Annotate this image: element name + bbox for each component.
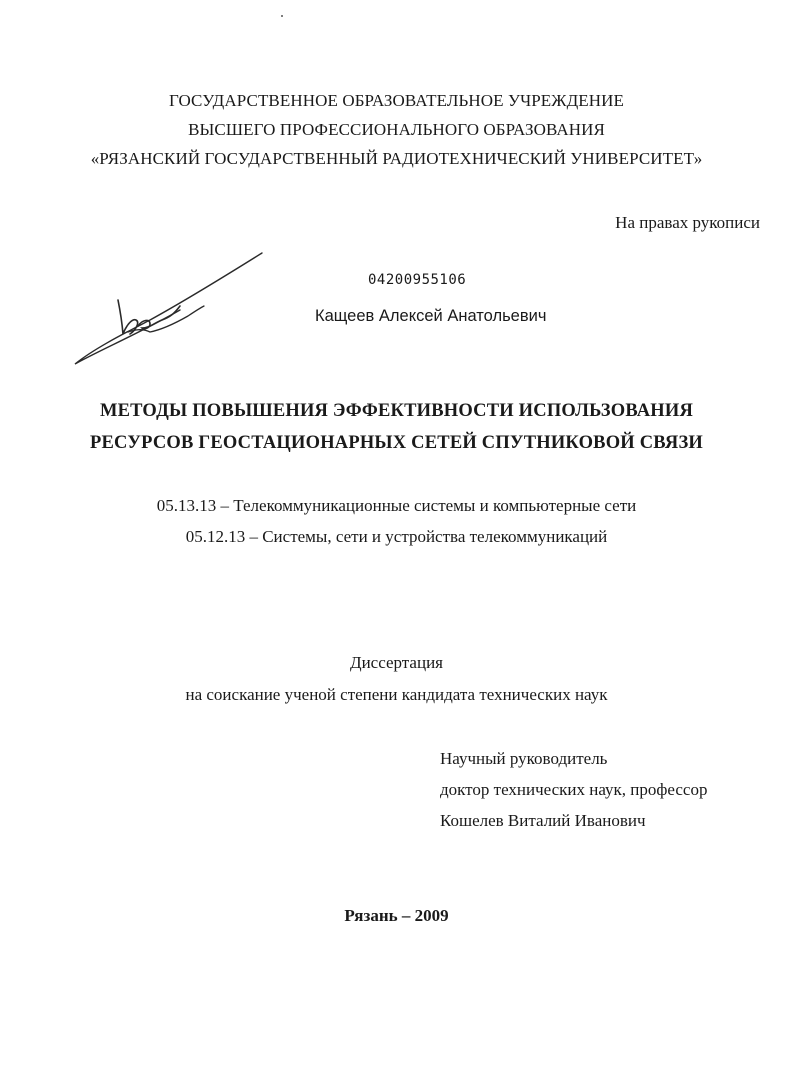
scan-speck (281, 15, 283, 17)
institution-line-2: ВЫСШЕГО ПРОФЕССИОНАЛЬНОГО ОБРАЗОВАНИЯ (188, 120, 605, 139)
rights-note: На правах рукописи (615, 213, 760, 232)
registration-code: 04200955106 (368, 272, 467, 288)
institution-line-1: ГОСУДАРСТВЕННОЕ ОБРАЗОВАТЕЛЬНОЕ УЧРЕЖДЕНИЕ (168, 91, 625, 110)
supervisor-degree: доктор технических наук, профессор (440, 780, 708, 799)
document-type: Диссертация (349, 653, 443, 672)
degree-purpose: на соискание ученой степени кандидата технических наук (185, 685, 608, 704)
institution-line-3: «РЯЗАНСКИЙ ГОСУДАРСТВЕННЫЙ РАДИОТЕХНИЧЕСКИЙ УНИВЕРСИТЕТ» (90, 149, 703, 168)
dissertation-title-line-2: РЕСУРСОВ ГЕОСТАЦИОНАРНЫХ СЕТЕЙ СПУТНИКОВОЙ СВЯЗИ (89, 433, 704, 453)
city-year: Рязань – 2009 (344, 906, 449, 925)
specialty-line-2: 05.12.13 – Системы, сети и устройства телекоммуникаций (185, 527, 608, 546)
supervisor-name: Кошелев Виталий Иванович (440, 811, 646, 830)
author-name: Кащеев Алексей Анатольевич (315, 307, 547, 325)
specialty-line-1: 05.13.13 – Телекоммуникационные системы и компьютерные сети (156, 496, 637, 515)
supervisor-role: Научный руководитель (440, 749, 608, 768)
dissertation-title-line-1: МЕТОДЫ ПОВЫШЕНИЯ ЭФФЕКТИВНОСТИ ИСПОЛЬЗОВАНИЯ (99, 401, 694, 421)
author-signature (70, 248, 270, 368)
